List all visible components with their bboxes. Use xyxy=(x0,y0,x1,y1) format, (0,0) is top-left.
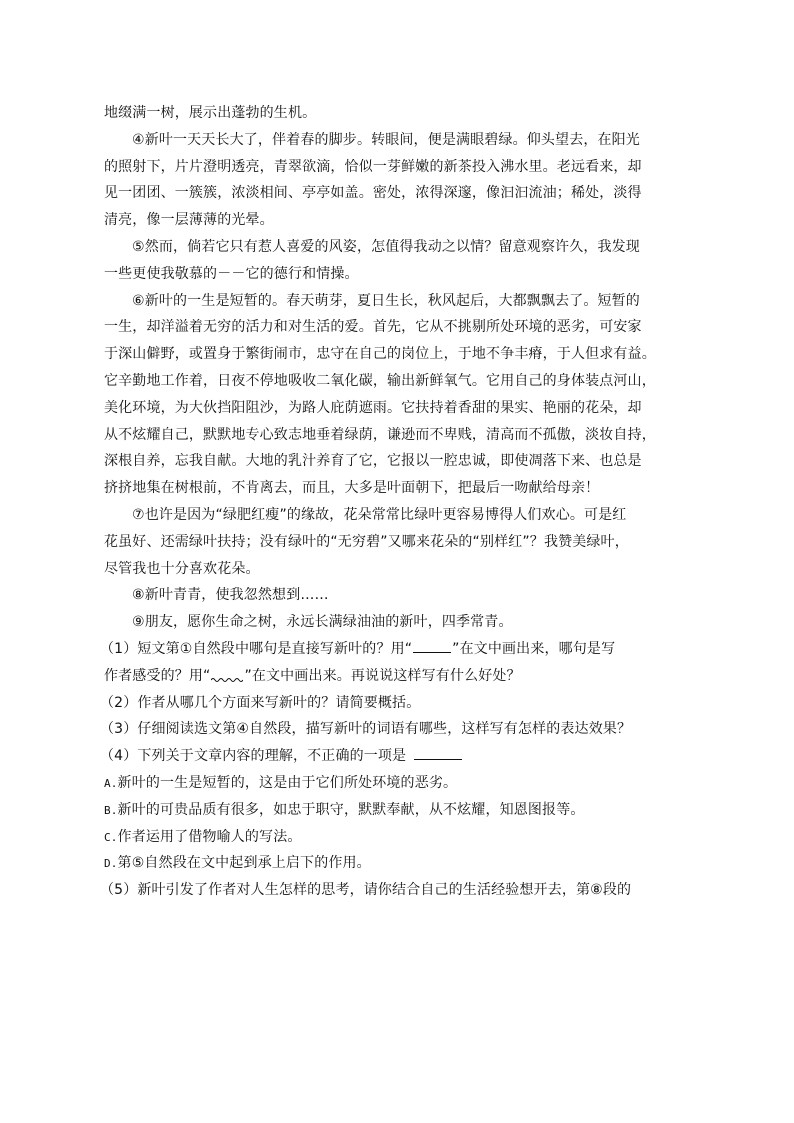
question-1 xyxy=(100,636,674,690)
question-4 xyxy=(100,743,674,770)
paragraph-7 xyxy=(104,502,674,582)
paragraph-line: 尽管我也十分喜欢花朵。 xyxy=(104,560,260,577)
question-1-text-b: ”在文中画出来，哪句是写 xyxy=(452,640,616,657)
paragraph-line: 挤挤地集在树根前，不肯离去，而且，大多是叶面朝下，把最后一吻献给母亲！ xyxy=(104,480,600,497)
option-text: 新叶的可贵品质有很多，如忠于职守，默默奉献，从不炫耀，知恩图报等。 xyxy=(117,801,585,818)
paragraph-line: 花虽好、还需绿叶扶持；没有绿叶的“无穷碧”又哪来花朵的“别样红”？我赞美绿叶， xyxy=(104,533,629,550)
option-letter: A. xyxy=(104,776,118,790)
solid-underline-mark xyxy=(413,638,451,653)
paragraph-line: 美化环境，为大伙挡阳阻沙，为路人庇荫遮雨。它扶持着香甜的果实、艳丽的花朵，却 xyxy=(104,399,642,416)
paragraph-8: ⑧新叶青青，使我忽然想到…… xyxy=(132,587,329,604)
paragraph-5 xyxy=(104,234,674,288)
question-4-stem: （4）下列关于文章内容的理解，不正确的一项是 xyxy=(100,748,407,765)
paragraph-line: 从不炫耀自己，默默地专心致志地垂着绿荫，谦逊而不卑贱，清高而不孤傲，淡妆自持， xyxy=(104,426,656,443)
paragraph-line: 的照射下，片片澄明透亮，青翠欲滴，恰似一芽鲜嫩的新茶投入沸水里。老远看来，却 xyxy=(104,158,642,175)
paragraph-line: 于深山僻野，或置身于繁街闹市，忠守在自己的岗位上，于地不争丰瘠，于人但求有益。 xyxy=(104,346,656,363)
question-3: （3）仔细阅读选文第④自然段，描写新叶的词语有哪些，这样写有怎样的表达效果？ xyxy=(100,721,632,738)
paragraph-4 xyxy=(104,127,674,234)
paragraph-line: 见一团团、一簇簇，浓淡相间、亭亭如盖。密处，浓得深邃，像汩汩流油；稀处，淡得 xyxy=(104,185,642,202)
question-1-text-c: 作者感受的？用“ xyxy=(104,667,211,684)
paragraph-line: 它辛勤地工作着，日夜不停地吸收二氧化碳，输出新鲜氧气。它用自己的身体装点河山， xyxy=(104,372,656,389)
paragraph-line: ⑦也许是因为“绿肥红瘦”的缘故，花朵常常比绿叶更容易博得人们欢心。可是红 xyxy=(132,506,627,523)
paragraph-line: ⑤然而，倘若它只有惹人喜爱的风姿，怎值得我动之以情？留意观察许久，我发现 xyxy=(132,238,640,255)
wavy-underline-mark xyxy=(211,666,243,680)
question-1-text-a: （1）短文第①自然段中哪句是直接写新叶的？用“ xyxy=(100,640,413,657)
paragraph-line: 一些更使我敬慕的－－它的德行和情操。 xyxy=(104,265,359,282)
option-a xyxy=(104,770,674,797)
paragraph-line: 深根自养，忘我自献。大地的乳汁养育了它，它报以一腔忠诚，即使凋落下来、也总是 xyxy=(104,453,642,470)
paragraph-line: ④新叶一天天长大了，伴着春的脚步。转眼间，便是满眼碧绿。仰头望去，在阳光 xyxy=(132,131,640,148)
paragraph-6 xyxy=(104,288,674,502)
option-letter: D. xyxy=(104,857,118,871)
option-c xyxy=(104,824,674,851)
document-page xyxy=(100,100,674,904)
option-letter: C. xyxy=(104,830,118,844)
answer-blank xyxy=(414,745,462,760)
paragraph-line: ⑥新叶的一生是短暂的。春天萌芽，夏日生长，秋风起后，大都飘飘去了。短暂的 xyxy=(132,292,640,309)
option-text: 第⑤自然段在文中起到承上启下的作用。 xyxy=(117,855,371,872)
paragraph-line: 清亮，像一层薄薄的光晕。 xyxy=(104,212,274,229)
option-text: 作者运用了借物喻人的写法。 xyxy=(117,828,302,845)
question-1-text-d: ”在文中画出来。再说说这样写有什么好处？ xyxy=(244,667,521,684)
paragraph-3-tail: 地缀满一树，展示出蓬勃的生机。 xyxy=(104,105,317,121)
option-text: 新叶的一生是短暂的，这是由于它们所处环境的恶劣。 xyxy=(117,774,458,791)
paragraph-9: ⑨朋友，愿你生命之树，永远长满绿油油的新叶，四季常青。 xyxy=(132,614,513,631)
option-letter: B. xyxy=(104,803,118,817)
paragraph-line: 一生，却洋溢着无穷的活力和对生活的爱。首先，它从不挑剔所处环境的恶劣，可安家 xyxy=(104,319,642,336)
option-d xyxy=(104,850,674,877)
question-2: （2）作者从哪几个方面来写新叶的？请简要概括。 xyxy=(100,694,421,711)
option-b xyxy=(104,797,674,824)
question-5: （5）新叶引发了作者对人生怎样的思考，请你结合自己的生活经验想开去，第⑧段的 xyxy=(100,882,632,899)
